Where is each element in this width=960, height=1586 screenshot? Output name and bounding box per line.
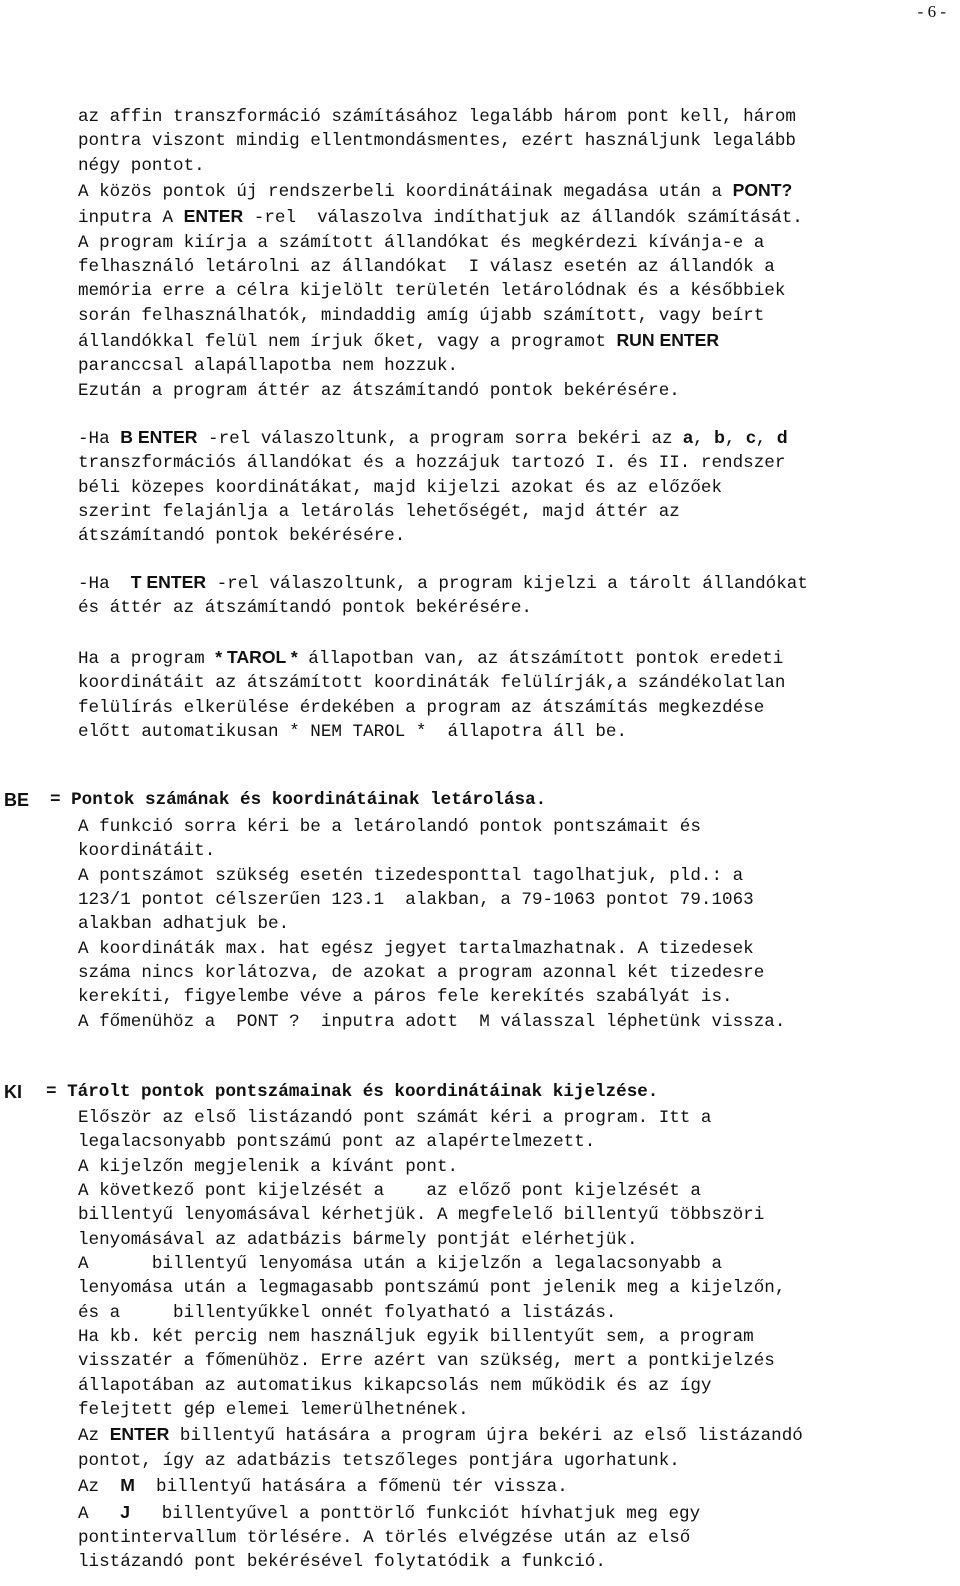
intro-paragraph: [78, 105, 944, 403]
intro-line: A közös pontok új rendszerbeli koordinátáinak megadása után a: [78, 182, 733, 203]
key-b: b: [714, 427, 725, 447]
text-line: A funkció sorra kéri be a letárolandó pontok pontszámait és: [78, 817, 701, 837]
text-line: pontot, így az adatbázis tetszőleges pontjára ugorhatunk.: [78, 1450, 680, 1471]
intro-line: során felhasználhatók, mindaddig amíg újabb számított, vagy beírt: [78, 305, 765, 326]
section-key-be: BE: [4, 790, 30, 810]
paragraph-t-enter: [78, 570, 944, 621]
text-line: A pontszámot szükség esetén tizedesponttal tagolhatjuk, pld.: a: [78, 865, 744, 886]
text-line: legalacsonyabb pontszámú pont az alapértelmezett.: [78, 1132, 596, 1153]
text-line: átszámítandó pontok bekérésére.: [78, 526, 406, 547]
key-a: a: [683, 427, 693, 447]
key-run-enter: RUN ENTER: [616, 330, 720, 351]
text-span: ,: [755, 429, 777, 449]
section-body-ki: [78, 1106, 944, 1575]
intro-line: Ezután a program áttér az átszámítandó pontok bekérésére.: [78, 380, 680, 401]
key-c: c: [745, 427, 756, 447]
intro-line: pontra viszont mindig ellentmondásmentes, ezért használjunk legalább: [78, 131, 796, 152]
text-line: A következő pont kijelzését a az előző pont kijelzését a: [78, 1181, 701, 1202]
text-span: billentyű hatására a program újra bekéri az első listázandó: [169, 1426, 803, 1447]
text-line: visszatér a főmenühöz. Erre azért van szükség, mert a pontkijelzés: [78, 1351, 775, 1372]
text-line: listázandó pont bekérésével folytatódik a funkció.: [78, 1552, 606, 1573]
text-line: szerint felajánlja a letárolás lehetőségét, majd áttér az: [78, 502, 680, 523]
section-title-ki: = Tárolt pontok pontszámainak és koordinátáinak kijelzése.: [46, 1082, 659, 1102]
text-line: A kijelzőn megjelenik a kívánt pont.: [78, 1156, 459, 1177]
key-enter: ENTER: [183, 206, 244, 227]
intro-line: A program kiírja a számított állandókat és megkérdezi kívánja-e a: [78, 232, 765, 253]
text-line: 123/1 pontot célszerűen 123.1 alakban, a 79-1063 pontot 79.1063: [78, 890, 754, 911]
text-line: felülírás elkerülése érdekében a program az átszámítás megkezdése: [78, 697, 765, 718]
text-line: A koordináták max. hat egész jegyet tartalmazhatnak. A tizedesek: [78, 938, 754, 959]
text-span: -Ha: [78, 429, 121, 449]
intro-line: felhasználó letárolni az állandókat I válasz esetén az állandók a: [78, 257, 775, 278]
text-line: béli közepes koordinátákat, majd kijelzi azokat és az előzőek: [78, 477, 723, 498]
intro-line: inputra A: [78, 208, 184, 229]
intro-line: négy pontot.: [78, 155, 205, 176]
text-line: koordinátáit az átszámított koordináták felülírják,a szándékolatlan: [78, 673, 786, 694]
text-line: A főmenühöz a PONT ? inputra adott M válasszal léphetünk vissza.: [78, 1011, 786, 1032]
intro-line: paranccsal alapállapotba nem hozzuk.: [78, 356, 459, 377]
text-span: billentyűvel a ponttörlő funkciót hívhatjuk meg egy: [130, 1503, 701, 1524]
text-line: száma nincs korlátozva, de azokat a program azonnal két tizedesre: [78, 963, 765, 984]
text-span: Az: [78, 1477, 121, 1498]
intro-line: az affin transzformáció számításához legalább három pont kell, három: [78, 107, 796, 127]
text-span: -Ha: [78, 574, 131, 594]
key-tarol: * TAROL *: [215, 647, 298, 667]
text-span: A: [78, 1503, 121, 1524]
text-line: Először az első listázandó pont számát kéri a program. Itt a: [78, 1108, 712, 1128]
paragraph-tarol: [78, 645, 944, 744]
text-line: kerekíti, figyelembe véve a páros fele kerekítés szabályát is.: [78, 987, 733, 1008]
key-m: M: [120, 1475, 135, 1496]
text-span: billentyű hatására a főmenü tér vissza.: [134, 1477, 568, 1498]
text-line: felejtett gép elemei lemerülhetnének.: [78, 1400, 469, 1421]
text-line: és a billentyűkkel onnét folyatható a listázás.: [78, 1302, 617, 1323]
text-line: A billentyű lenyomása után a kijelzőn a legalacsonyabb a: [78, 1254, 723, 1275]
intro-line: memória erre a célra kijelölt területén letárolódnak és a későbbiek: [78, 281, 786, 302]
text-line: lenyomása után a legmagasabb pontszámú pont jelenik meg a kijelzőn,: [78, 1278, 786, 1299]
intro-line: -rel válaszolva indíthatjuk az állandók számítását.: [243, 208, 803, 229]
section-key-ki: KI: [4, 1082, 22, 1102]
key-b-enter: B ENTER: [120, 427, 198, 447]
key-j: J: [120, 1501, 131, 1522]
intro-line: állandókkal felül nem írjuk őket, vagy a programot: [78, 332, 617, 353]
section-body-be: [78, 815, 944, 1034]
text-line: billentyű lenyomásával kérhetjük. A megfelelő billentyű többszöri: [78, 1205, 765, 1226]
text-line: Ha kb. két percig nem használjuk egyik billentyűt sem, a program: [78, 1327, 754, 1348]
key-t-enter: T ENTER: [130, 572, 207, 592]
section-title-be: = Pontok számának és koordinátáinak letárolása.: [50, 790, 547, 810]
text-span: Az: [78, 1426, 110, 1447]
text-span: állapotban van, az átszámított pontok eredeti: [297, 649, 784, 669]
text-line: lenyomásával az adatbázis bármely pontját elérhetjük.: [78, 1229, 638, 1250]
paragraph-b-enter: [78, 425, 944, 549]
key-enter: ENTER: [109, 1424, 170, 1445]
text-line: pontintervallum törlésére. A törlés elvégzése után az első: [78, 1527, 691, 1548]
text-line: alakban adhatjuk be.: [78, 914, 290, 935]
text-span: Ha a program: [78, 649, 216, 669]
text-span: ,: [692, 429, 715, 449]
text-line: állapotában az automatikus kikapcsolás nem működik és az így: [78, 1375, 712, 1396]
text-span: ,: [724, 429, 746, 449]
key-d: d: [776, 427, 788, 447]
text-line: transzformációs állandókat és a hozzájuk tartozó I. és II. rendszer: [78, 453, 786, 474]
text-span: -rel válaszoltunk, a program kijelzi a tárolt állandókat: [206, 574, 808, 594]
text-line: előtt automatikusan * NEM TAROL * állapotra áll be.: [78, 722, 628, 743]
text-span: -rel válaszoltunk, a program sorra bekéri az: [197, 429, 684, 449]
page-number: - 6 -: [917, 2, 946, 21]
text-line: és áttér az átszámítandó pontok bekérésére.: [78, 598, 532, 619]
text-line: koordinátáit.: [78, 841, 216, 862]
key-pont: PONT?: [732, 180, 793, 201]
